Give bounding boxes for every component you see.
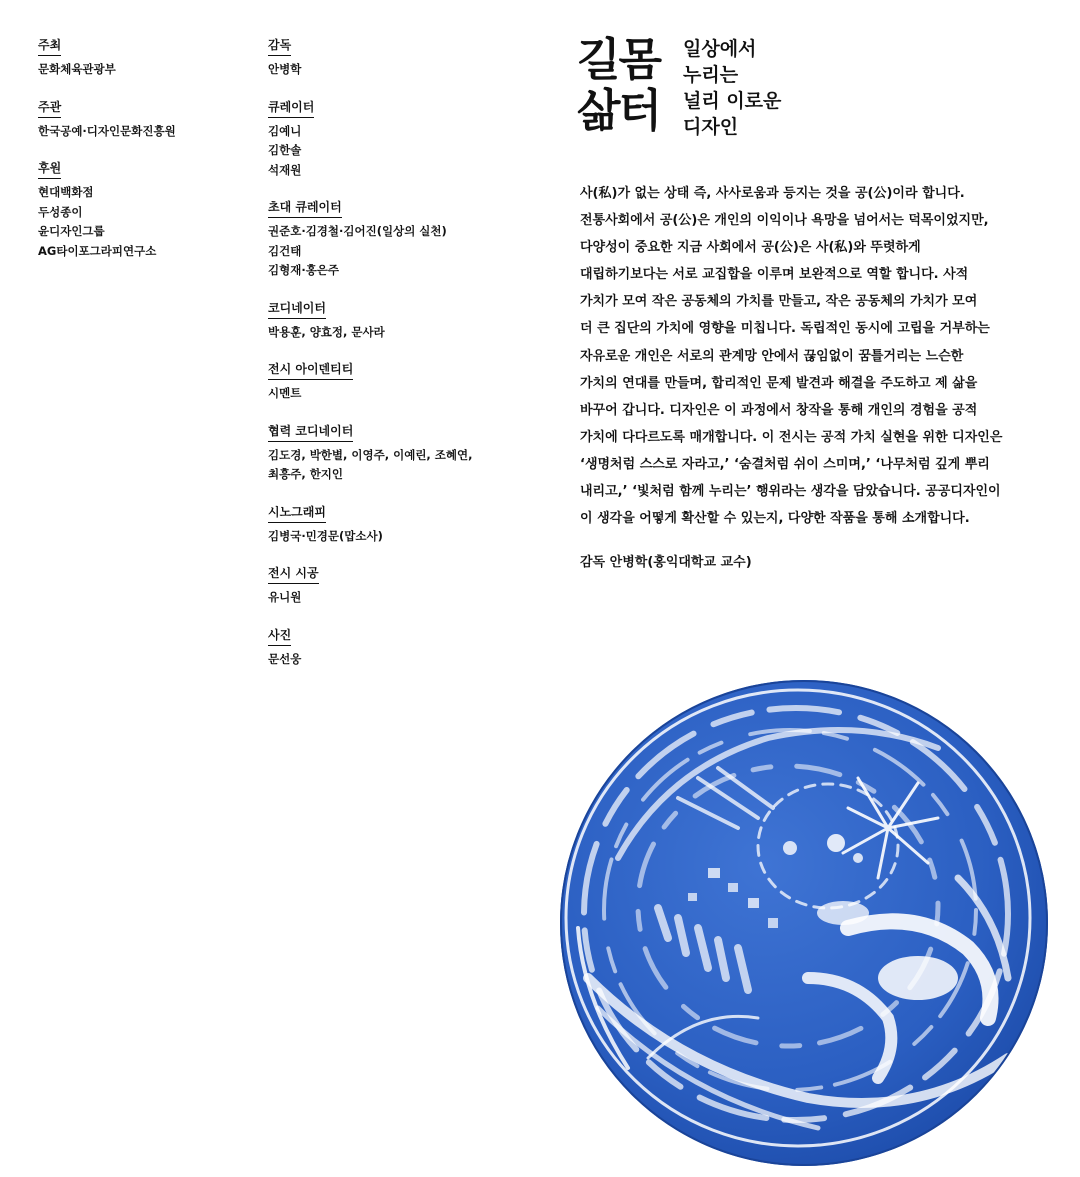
credit-group <box>268 297 518 343</box>
credit-name: 유니원 <box>268 590 302 604</box>
credit-name: 권준호·김경철·김어진(일상의 실천) <box>268 224 447 238</box>
title-sub-line: 널리 이로운 <box>683 90 782 112</box>
credit-group <box>268 196 518 281</box>
essay-line: 가치가 모여 작은 공동체의 가치를 만들고, 작은 공동체의 가치가 모여 <box>580 294 978 310</box>
credit-name: 현대백화점 <box>38 185 94 199</box>
credit-heading: 전시 아이덴티티 <box>268 361 353 380</box>
credit-heading: 전시 시공 <box>268 565 319 584</box>
credit-name: 최흥주, 한지인 <box>268 467 344 481</box>
credit-name: 김예니 <box>268 123 302 138</box>
credit-name: 석재원 <box>268 162 302 177</box>
essay-line: 전통사회에서 공(公)은 개인의 이익이나 욕망을 넘어서는 덕목이었지만, <box>580 213 989 229</box>
essay-line: 다양성이 중요한 지금 사회에서 공(公)은 사(私)와 뚜렷하게 <box>580 240 921 256</box>
essay-line: 더 큰 집단의 가치에 영향을 미칩니다. 독립적인 동시에 고립을 거부하는 <box>580 321 990 337</box>
credit-name: 김형재·홍은주 <box>268 263 340 277</box>
title-main-line: 길몸 <box>577 33 660 86</box>
credit-heading: 큐레이터 <box>268 99 314 118</box>
credit-name: 윤디자인그룹 <box>38 224 105 238</box>
blue-globe-image <box>558 678 1050 1168</box>
credit-name: 김도경, 박한별, 이영주, 이예린, 조혜연, <box>268 447 473 462</box>
credit-heading: 코디네이터 <box>268 300 326 319</box>
credit-group <box>268 624 518 670</box>
credit-heading: 협력 코디네이터 <box>268 423 353 442</box>
credit-heading: 초대 큐레이터 <box>268 199 342 218</box>
title-sub-line: 누리는 <box>683 64 739 86</box>
credit-group <box>268 501 518 547</box>
essay-line: 가치에 다다르도록 매개합니다. 이 전시는 공적 가치 실현을 위한 디자인은 <box>580 429 1003 445</box>
exhibition-essay <box>580 180 1060 532</box>
essay-line: 대립하기보다는 서로 교집합을 이루며 보완적으로 역할 합니다. 사적 <box>580 267 969 283</box>
credit-name: 박용훈, 양효정, 문사라 <box>268 324 385 339</box>
essay-line: 가치의 연대를 만들며, 합리적인 문제 발견과 해결을 주도하고 제 삶을 <box>580 375 978 391</box>
credit-group <box>268 34 518 80</box>
credit-name: 문화체육관광부 <box>38 62 116 76</box>
credits-column-right <box>268 34 518 685</box>
credit-heading: 주관 <box>38 99 61 118</box>
essay-line: 바꾸어 갑니다. 디자인은 이 과정에서 창작을 통해 개인의 경험을 공적 <box>580 402 978 418</box>
credit-heading: 후원 <box>38 160 61 179</box>
title-sub-line: 일상에서 <box>683 38 757 60</box>
credit-group <box>268 358 518 404</box>
credit-group <box>268 562 518 608</box>
credit-name: 문선웅 <box>268 651 302 666</box>
credit-name: AG타이포그라피연구소 <box>38 243 157 258</box>
director-signature: 감독 안병학(홍익대학교 교수) <box>580 555 752 570</box>
credit-name: 김병국·민경문(맙소사) <box>268 528 383 543</box>
credit-group <box>268 420 518 485</box>
credit-name: 안병학 <box>268 62 302 76</box>
credit-name: 김한솔 <box>268 143 302 157</box>
credit-group <box>38 34 248 80</box>
essay-line: ‘생명처럼 스스로 자라고,’ ‘숨결처럼 쉬이 스미며,’ ‘나무처럼 깊게 뿌리 <box>580 456 990 472</box>
credit-name: 김건태 <box>268 243 302 258</box>
credit-heading: 감독 <box>268 37 291 56</box>
title-subtitle <box>683 36 781 140</box>
credit-name: 두성종이 <box>38 204 83 219</box>
credit-group <box>38 96 248 142</box>
essay-line: 자유로운 개인은 서로의 관계망 안에서 끊임없이 꿈틀거리는 느슨한 <box>580 348 964 364</box>
essay-line: 사(私)가 없는 상태 즉, 사사로움과 등지는 것을 공(公)이라 합니다. <box>580 186 965 201</box>
title-main <box>577 34 660 136</box>
credit-name: 시멘트 <box>268 386 302 400</box>
credit-heading: 주최 <box>38 37 61 56</box>
credit-group <box>268 96 518 181</box>
title-main-line: 삶터 <box>577 84 660 137</box>
essay-line: 이 생각을 어떻게 확산할 수 있는지, 다양한 작품을 통해 소개합니다. <box>580 511 970 527</box>
exhibition-title <box>577 30 1057 145</box>
credit-heading: 사진 <box>268 627 291 646</box>
credit-name: 한국공예·디자인문화진흥원 <box>38 123 176 138</box>
essay-line: 내리고,’ ‘빛처럼 함께 누리는’ 행위라는 생각을 담았습니다. 공공디자인이 <box>580 484 1001 500</box>
credit-group <box>38 157 248 261</box>
title-sub-line: 디자인 <box>683 116 739 138</box>
credit-heading: 시노그래피 <box>268 504 326 523</box>
credits-column-left <box>38 34 248 277</box>
